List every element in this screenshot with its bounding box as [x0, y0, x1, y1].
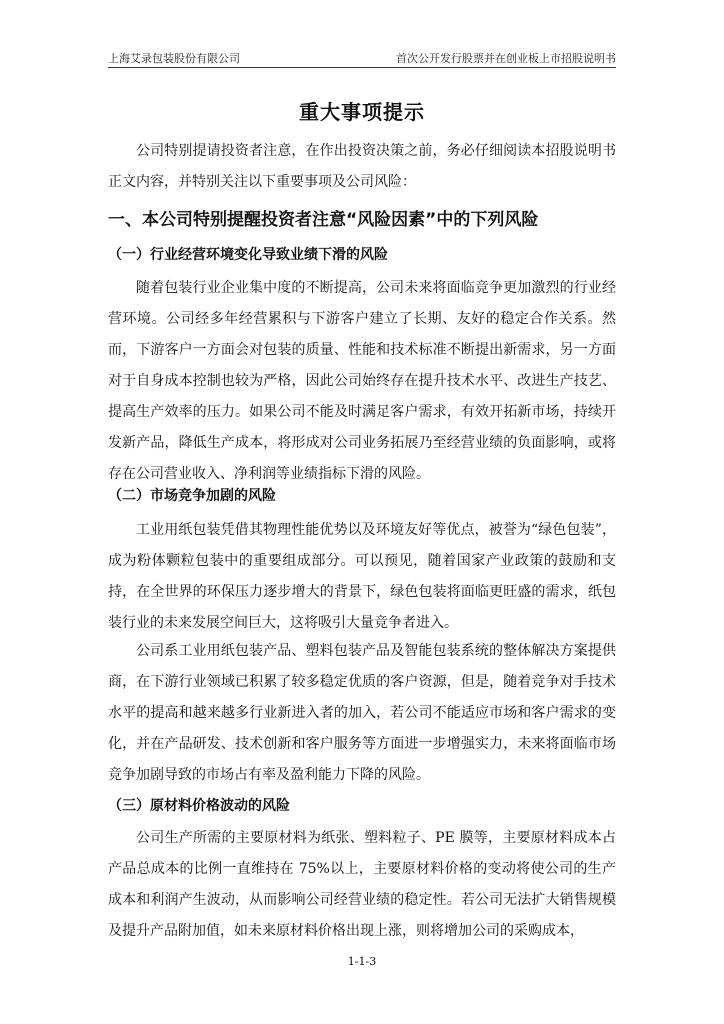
intro-paragraph: 公司特别提请投资者注意，在作出投资决策之前，务必仔细阅读本招股说明书正文内容，并特别关注以下重要事项及公司风险：	[108, 143, 616, 190]
page-title: 重大事项提示	[299, 100, 425, 124]
paragraph-competition-1: 工业用纸包装凭借其物理性能优势以及环境友好等优点，被誉为“绿色包装”，成为粉体颗粒包装中的重要组成部分。可以预见，随着国家产业政策的鼓励和支持，在全世界的环保压力逐步增大的背景下，绿色包装将面临更旺盛的需求，纸包装行业的未来发展空间巨大，这将吸引大量竞争者进入。	[108, 522, 616, 631]
paragraph-industry-risk: 随着包装行业企业集中度的不断提高，公司未来将面临竞争更加激烈的行业经营环境。公司经多年经营累积与下游客户建立了长期、友好的稳定合作关系。然而，下游客户一方面会对包装的质量、性能和技术标准不断提出新需求，另一方面对于自身成本控制也较为严格，因此公司始终存在提升技术水平、改进生产技艺、提高生产效率的压力。如果公司不能及时满足客户需求，有效开拓新市场，持续开发新产品，降低生产成本，将形成对公司业务拓展乃至经营业绩的负面影响，或将存在公司营业收入、净利润等业绩指标下滑的风险。	[108, 280, 616, 482]
subsection-heading-1: （一）行业经营环境变化导致业绩下滑的风险	[108, 247, 388, 263]
header-divider	[108, 67, 616, 68]
page-header	[108, 48, 616, 68]
page-number: 1-1-3	[347, 955, 377, 968]
paragraph-competition-2: 公司系工业用纸包装产品、塑料包装产品及智能包装系统的整体解决方案提供商，在下游行业领域已积累了较多稳定优质的客户资源，但是，随着竞争对手技术水平的提高和越来越多行业新进入者的加入，若公司不能适应市场和客户需求的变化，并在产品研发、技术创新和客户服务等方面进一步增强实力，未来将面临市场竞争加剧导致的市场占有率及盈利能力下降的风险。	[108, 643, 616, 783]
section-heading: 一、本公司特别提醒投资者注意“风险因素”中的下列风险	[108, 210, 539, 230]
paragraph-raw-material: 公司生产所需的主要原材料为纸张、塑料粒子、PE 膜等，主要原材料成本占产品总成本的比例一直维持在 75%以上，主要原材料价格的变动将使公司的生产成本和利润产生波动，从而影响公司经营业绩的稳定性。若公司无法扩大销售规模及提升产品附加值，如未来原材料价格出现上涨，则将增加公司的采购成本，	[108, 830, 616, 939]
subsection-heading-2: （二）市场竞争加剧的风险	[108, 488, 276, 504]
subsection-heading-3: （三）原材料价格波动的风险	[108, 798, 290, 814]
header-company: 上海艾录包装股份有限公司	[108, 52, 240, 65]
header-doc-type: 首次公开发行股票并在创业板上市招股说明书	[396, 52, 616, 65]
